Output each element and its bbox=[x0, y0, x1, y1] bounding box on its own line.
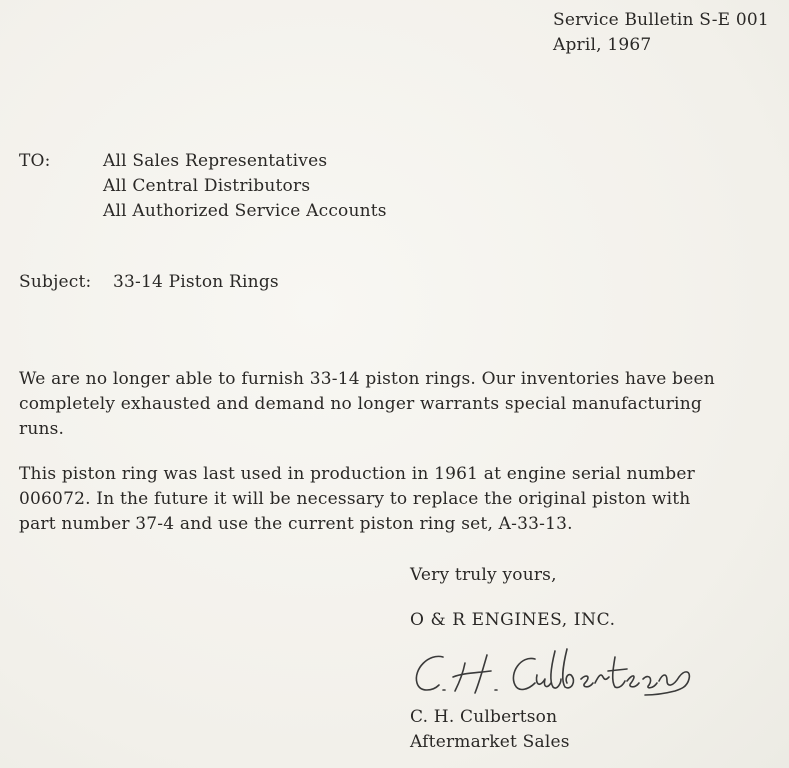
to-label: TO: bbox=[19, 151, 51, 171]
recipient-item: All Sales Representatives bbox=[103, 151, 328, 171]
closing-salutation: Very truly yours, bbox=[410, 565, 557, 585]
paragraph-line: part number 37-4 and use the current piston ring set, A-33-13. bbox=[19, 514, 573, 534]
paragraph-line: runs. bbox=[19, 419, 65, 439]
signer-name: C. H. Culbertson bbox=[410, 707, 558, 727]
bulletin-number: Service Bulletin S-E 001 bbox=[553, 10, 769, 30]
recipient-list bbox=[103, 149, 387, 224]
recipient-item: All Central Distributors bbox=[103, 176, 311, 196]
paragraph-line: This piston ring was last used in production in 1961 at engine serial number bbox=[19, 464, 695, 484]
bulletin-date: April, 1967 bbox=[553, 35, 652, 55]
recipient-item: All Authorized Service Accounts bbox=[103, 201, 387, 221]
subject-label: Subject: bbox=[19, 272, 92, 292]
paragraph-line: We are no longer able to furnish 33-14 piston rings. Our inventories have been bbox=[19, 369, 715, 389]
body-paragraph-2 bbox=[19, 462, 779, 537]
handwritten-signature bbox=[405, 643, 695, 703]
signer-title: Aftermarket Sales bbox=[410, 732, 570, 752]
paragraph-line: 006072. In the future it will be necessary to replace the original piston with bbox=[19, 489, 691, 509]
paragraph-line: completely exhausted and demand no longer warrants special manufacturing bbox=[19, 394, 702, 414]
subject-text: 33-14 Piston Rings bbox=[113, 272, 279, 292]
letter-header bbox=[553, 8, 769, 58]
body-paragraph-1 bbox=[19, 367, 779, 442]
company-name: O & R ENGINES, INC. bbox=[410, 610, 616, 630]
